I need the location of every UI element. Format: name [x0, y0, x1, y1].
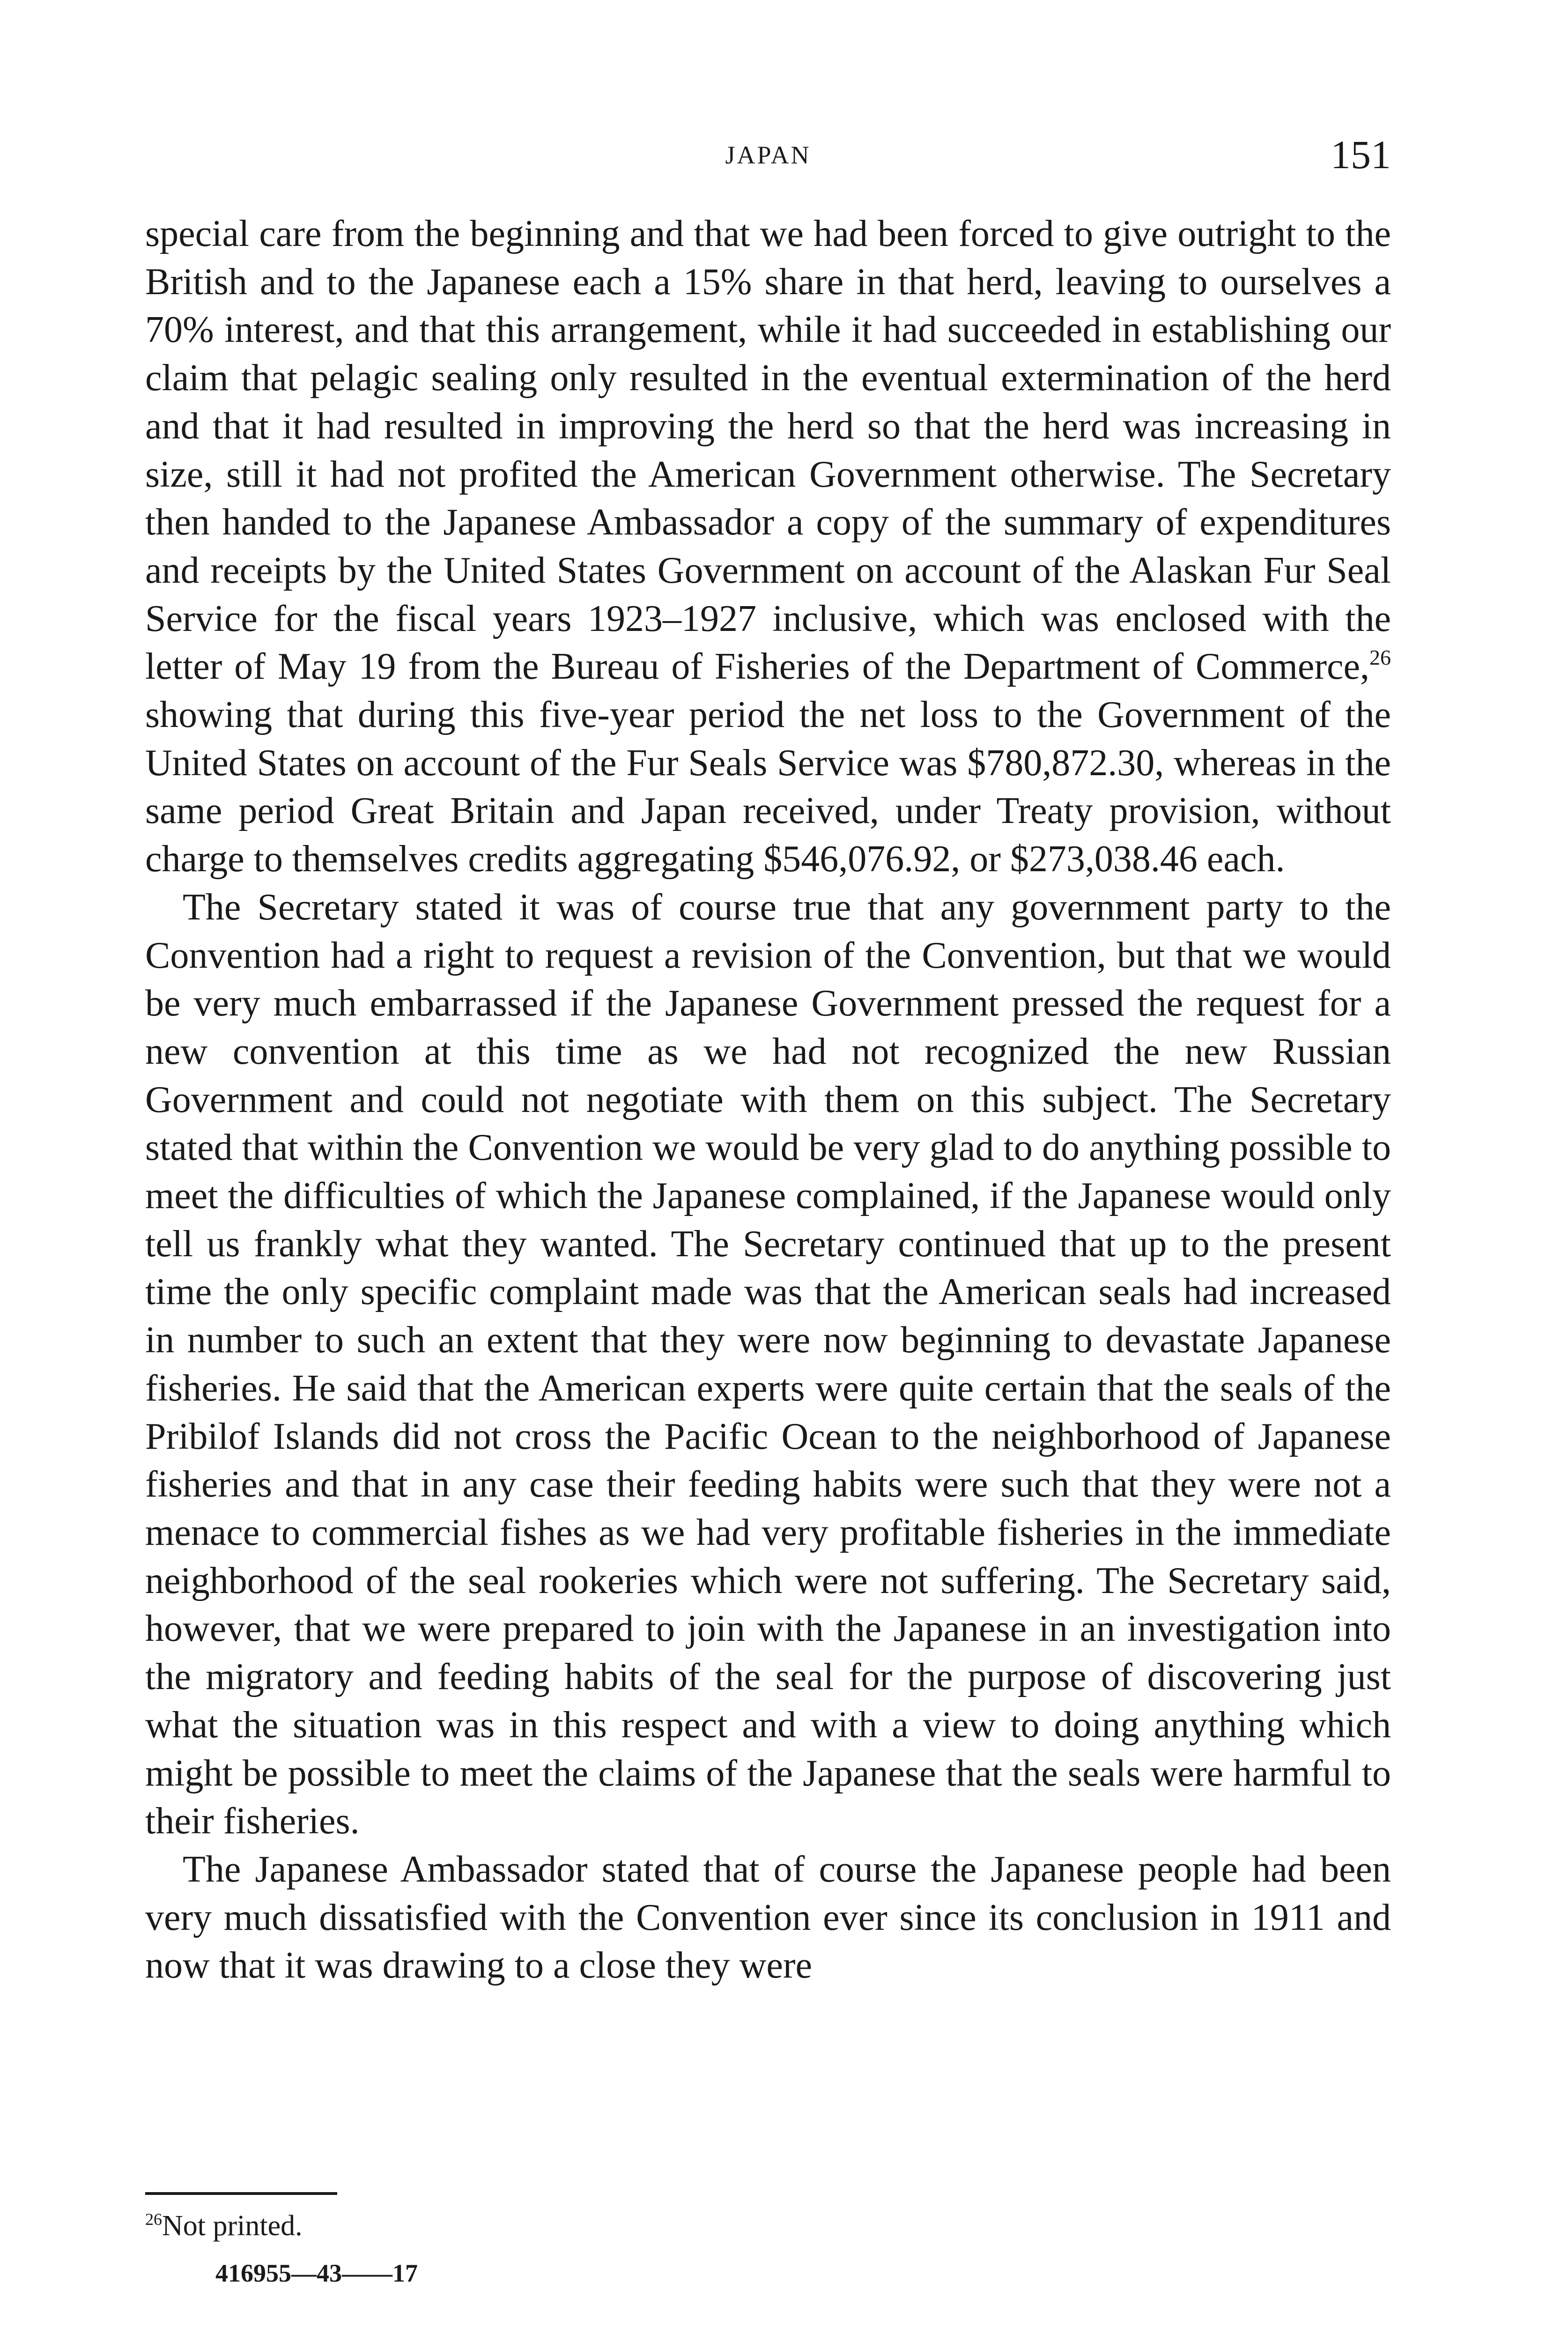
footnote-reference: 26: [1369, 645, 1391, 670]
paragraph-1-text-before-ref: special care from the beginning and that we had been forced to give outright to the British and to the Japanese each a 15% share in that herd, leaving to ourselves a 70% interest, and that this arrangement, while it had succeeded in establishing our claim that pelagic sealing only resulted in the eventual extermination of the herd and that it had resulted in improving the herd so that the herd was increasing in size, still it had not profited the American Government otherwise. The Secretary then handed to the Japanese Ambassador a copy of the summary of expenditures and receipts by the United States Government on account of the Alaskan Fur Seal Service for the fiscal years 1923–1927 inclusive, which was enclosed with the letter of May 19 from the Bureau of Fisheries of the Department of Commerce,: [145, 213, 1391, 688]
paragraph-1-text-after-ref: showing that during this five-year period the net loss to the Government of the United States on account of the Fur Seals Service was $780,872.30, whereas in the same period Great Britain and Japan received, under Treaty provision, without charge to themselves credits aggregating $546,076.92, or $273,038.46 each.: [145, 694, 1391, 880]
paragraph-1: [145, 210, 1391, 883]
page-number: 151: [1331, 132, 1391, 177]
paragraph-2: The Secretary stated it was of course true that any government party to the Convention had a right to request a revision of the Convention, but that we would be very much embarrassed if the Japanese Government pressed the request for a new convention at this time as we had not recognized the new Russian Government and could not negotiate with them on this subject. The Secretary stated that within the Convention we would be very glad to do anything possible to meet the difficulties of which the Japanese complained, if the Japanese would only tell us frankly what they wanted. The Secretary continued that up to the present time the only specific complaint made was that the American seals had increased in number to such an extent that they were now beginning to devastate Japanese fisheries. He said that the American experts were quite certain that the seals of the Pribilof Islands did not cross the Pacific Ocean to the neighborhood of Japanese fisheries and that in any case their feeding habits were such that they were not a menace to commercial fishes as we had very profitable fisheries in the immediate neighborhood of the seal rookeries which were not suffering. The Secretary said, however, that we were prepared to join with the Japanese in an investigation into the migratory and feeding habits of the seal for the purpose of discovering just what the situation was in this respect and with a view to doing anything which might be possible to meet the claims of the Japanese that the seals were harmful to their fisheries.: [145, 886, 1391, 1842]
paragraph-3: The Japanese Ambassador stated that of course the Japanese people had been very much dissatisfied with the Convention ever since its conclusion in 1911 and now that it was drawing to a close they were: [145, 1848, 1391, 1986]
footnote-marker: 26: [145, 2210, 162, 2229]
body-text: [145, 210, 1391, 1990]
print-code: 416955—43——17: [215, 2259, 418, 2287]
footnote-text: Not printed.: [162, 2210, 303, 2242]
footnote-divider: [145, 2192, 337, 2195]
running-head: [145, 131, 1391, 183]
running-title: JAPAN: [725, 141, 811, 169]
footnote: [145, 2207, 303, 2245]
